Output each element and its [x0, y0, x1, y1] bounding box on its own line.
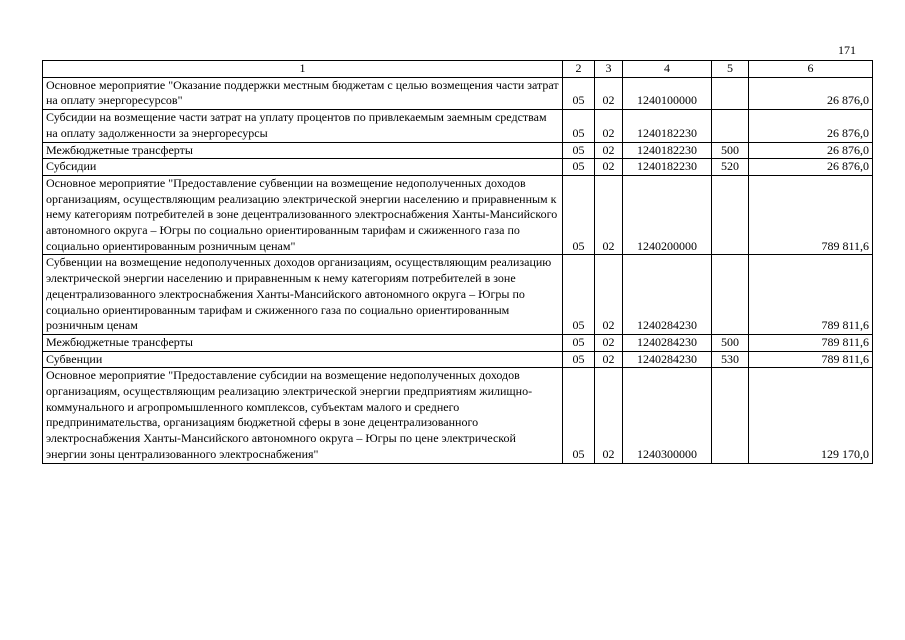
- header-col-5: 5: [712, 61, 749, 78]
- cell-name: Субсидии: [43, 159, 563, 176]
- cell-name: Субсидии на возмещение части затрат на уплату процентов по привлекаемым заемным средствам на оплату задолженности за энергоресурсы: [43, 110, 563, 142]
- cell-name: Межбюджетные трансферты: [43, 334, 563, 351]
- cell-amount: 789 811,6: [749, 175, 873, 255]
- cell-expense-type: 530: [712, 351, 749, 368]
- table-header-row: [43, 61, 873, 78]
- cell-podrazdel: 02: [595, 159, 623, 176]
- cell-razdel: 05: [563, 334, 595, 351]
- cell-name: Субвенции на возмещение недополученных доходов организациям, осуществляющим реализацию электрической энергии населению и приравненным к нему категориям потребителей в зоне децентрализованного электроснабжения Ханты-Мансийского автономного округа – Югры по социально ориентированным тарифам и сжиженного газа по социально ориентированным розничным ценам: [43, 255, 563, 335]
- cell-podrazdel: 02: [595, 368, 623, 463]
- cell-expense-type: 500: [712, 142, 749, 159]
- header-col-2: 2: [563, 61, 595, 78]
- cell-name: Основное мероприятие "Оказание поддержки местным бюджетам с целью возмещения части затрат на оплату энергоресурсов": [43, 77, 563, 109]
- table-row: [43, 334, 873, 351]
- header-col-6: 6: [749, 61, 873, 78]
- cell-podrazdel: 02: [595, 255, 623, 335]
- cell-expense-type: [712, 255, 749, 335]
- cell-amount: 789 811,6: [749, 351, 873, 368]
- cell-amount: 129 170,0: [749, 368, 873, 463]
- cell-podrazdel: 02: [595, 334, 623, 351]
- cell-amount: 26 876,0: [749, 142, 873, 159]
- cell-razdel: 05: [563, 255, 595, 335]
- cell-name: Основное мероприятие "Предоставление субвенции на возмещение недополученных доходов организациям, осуществляющим реализацию электрической энергии населению и приравненным к нему категориям потребителей в зоне децентрализованного электроснабжения Ханты-Мансийского автономного округа – Югры по социально ориентированным тарифам и сжиженного газа по социально ориентированным розничным ценам": [43, 175, 563, 255]
- cell-target-article: 1240182230: [623, 159, 712, 176]
- page-number: 171: [838, 43, 856, 57]
- cell-target-article: 1240284230: [623, 351, 712, 368]
- cell-podrazdel: 02: [595, 110, 623, 142]
- table-row: [43, 175, 873, 255]
- cell-amount: 26 876,0: [749, 159, 873, 176]
- cell-amount: 789 811,6: [749, 334, 873, 351]
- cell-expense-type: 500: [712, 334, 749, 351]
- cell-target-article: 1240100000: [623, 77, 712, 109]
- cell-target-article: 1240200000: [623, 175, 712, 255]
- cell-razdel: 05: [563, 142, 595, 159]
- cell-razdel: 05: [563, 110, 595, 142]
- header-col-3: 3: [595, 61, 623, 78]
- cell-expense-type: [712, 110, 749, 142]
- table-row: [43, 142, 873, 159]
- header-col-1: 1: [43, 61, 563, 78]
- cell-name: Межбюджетные трансферты: [43, 142, 563, 159]
- cell-target-article: 1240182230: [623, 142, 712, 159]
- cell-razdel: 05: [563, 159, 595, 176]
- cell-podrazdel: 02: [595, 142, 623, 159]
- cell-razdel: 05: [563, 175, 595, 255]
- cell-target-article: 1240284230: [623, 334, 712, 351]
- cell-amount: 26 876,0: [749, 77, 873, 109]
- cell-podrazdel: 02: [595, 351, 623, 368]
- table-row: [43, 159, 873, 176]
- table-row: [43, 110, 873, 142]
- cell-target-article: 1240182230: [623, 110, 712, 142]
- table-row: [43, 255, 873, 335]
- cell-expense-type: [712, 77, 749, 109]
- cell-expense-type: [712, 175, 749, 255]
- cell-target-article: 1240300000: [623, 368, 712, 463]
- table-row: [43, 368, 873, 463]
- table-row: [43, 351, 873, 368]
- header-col-4: 4: [623, 61, 712, 78]
- cell-amount: 789 811,6: [749, 255, 873, 335]
- cell-expense-type: [712, 368, 749, 463]
- cell-name: Субвенции: [43, 351, 563, 368]
- budget-table: [42, 60, 873, 464]
- cell-razdel: 05: [563, 77, 595, 109]
- cell-podrazdel: 02: [595, 175, 623, 255]
- cell-expense-type: 520: [712, 159, 749, 176]
- cell-podrazdel: 02: [595, 77, 623, 109]
- cell-razdel: 05: [563, 351, 595, 368]
- cell-target-article: 1240284230: [623, 255, 712, 335]
- cell-name: Основное мероприятие "Предоставление субсидии на возмещение недополученных доходов организациям, осуществляющим реализацию электрической энергии предприятиям жилищно-коммунального и агропромышленного комплексов, субъектам малого и среднего предпринимательства, организациям бюджетной сферы в зоне децентрализованного электроснабжения Ханты-Мансийского автономного округа – Югры по цене электрической энергии зоны централизованного электроснабжения": [43, 368, 563, 463]
- table-body: [43, 77, 873, 463]
- table-row: [43, 77, 873, 109]
- cell-amount: 26 876,0: [749, 110, 873, 142]
- cell-razdel: 05: [563, 368, 595, 463]
